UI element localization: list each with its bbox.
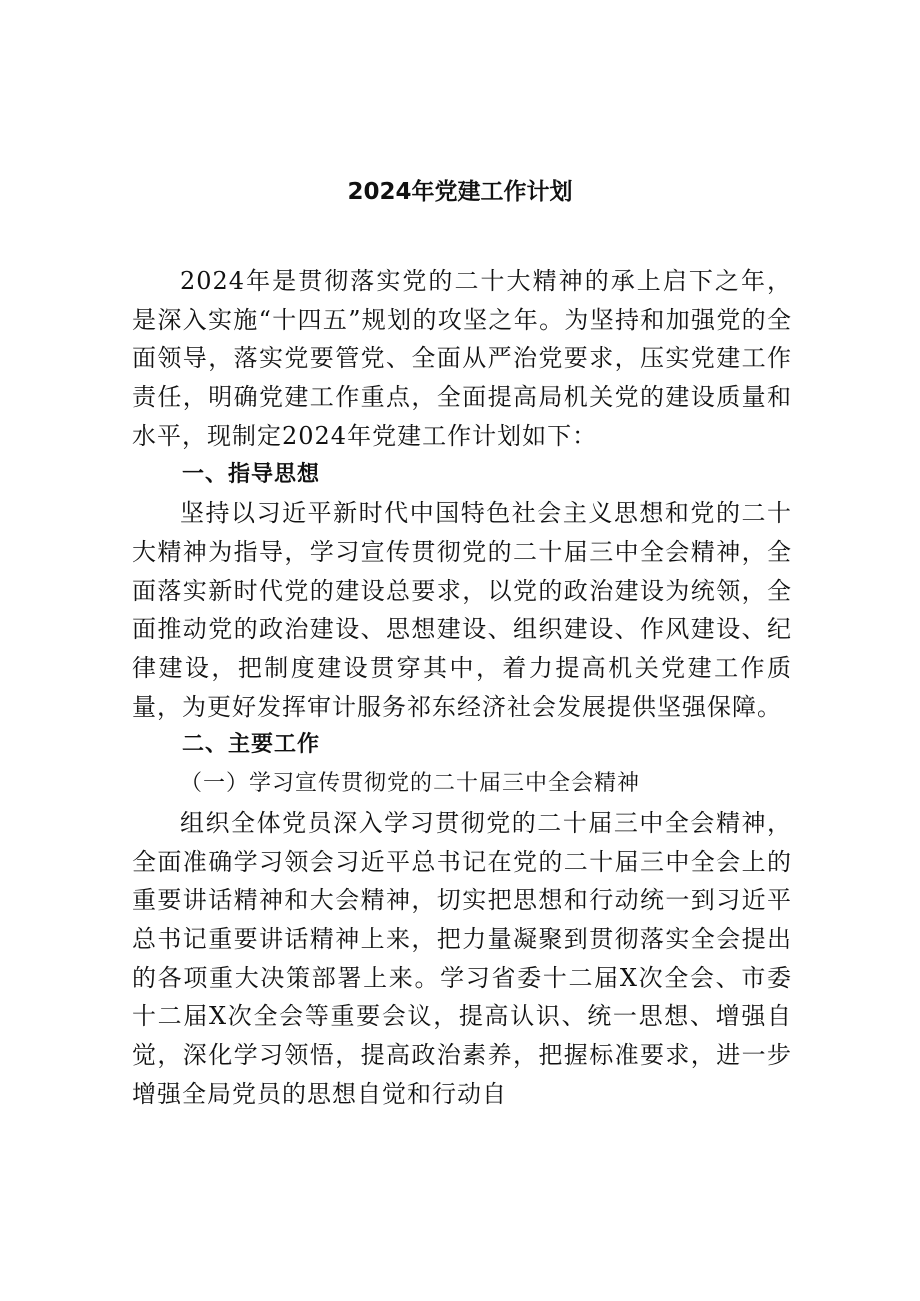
section-paragraph-guiding-ideology: 坚持以习近平新时代中国特色社会主义思想和党的二十大精神为指导，学习宣传贯彻党的二十届三中全会精神，全面落实新时代党的建设总要求，以党的政治建设为统领，全面推动党的政治建设、思想建设、组织建设、作风建设、纪律建设，把制度建设贯穿其中，着力提高机关党建工作质量，为更好发挥审计服务祁东经济社会发展提供坚强保障。 (132, 499, 792, 721)
document-body (132, 262, 792, 1113)
subsection-heading-study: （一）学习宣传贯彻党的二十届三中全会精神 (180, 771, 641, 797)
subsection-paragraph-study: 组织全体党员深入学习贯彻党的二十届三中全会精神，全面准确学习领会习近平总书记在党的二十届三中全会上的重要讲话精神和大会精神，切实把思想和行动统一到习近平总书记重要讲话精神上来，把力量凝聚到贯彻落实全会提出的各项重大决策部署上来。学习省委十二届X次全会、市委十二届X次全会等重要会议，提高认识、统一思想、增强自觉，深化学习领悟，提高政治素养，把握标准要求，进一步增强全局党员的思想自觉和行动自 (132, 808, 792, 1108)
section-heading-guiding-ideology: 一、指导思想 (182, 461, 321, 487)
intro-paragraph: 2024年是贯彻落实党的二十大精神的承上启下之年，是深入实施“十四五”规划的攻坚之年。为坚持和加强党的全面领导，落实党要管党、全面从严治党要求，压实党建工作责任，明确党建工作重点，全面提高局机关党的建设质量和水平，现制定2024年党建工作计划如下： (132, 267, 792, 450)
section-heading-main-work: 二、主要工作 (182, 732, 321, 758)
document-title: 2024年党建工作计划 (347, 179, 573, 205)
